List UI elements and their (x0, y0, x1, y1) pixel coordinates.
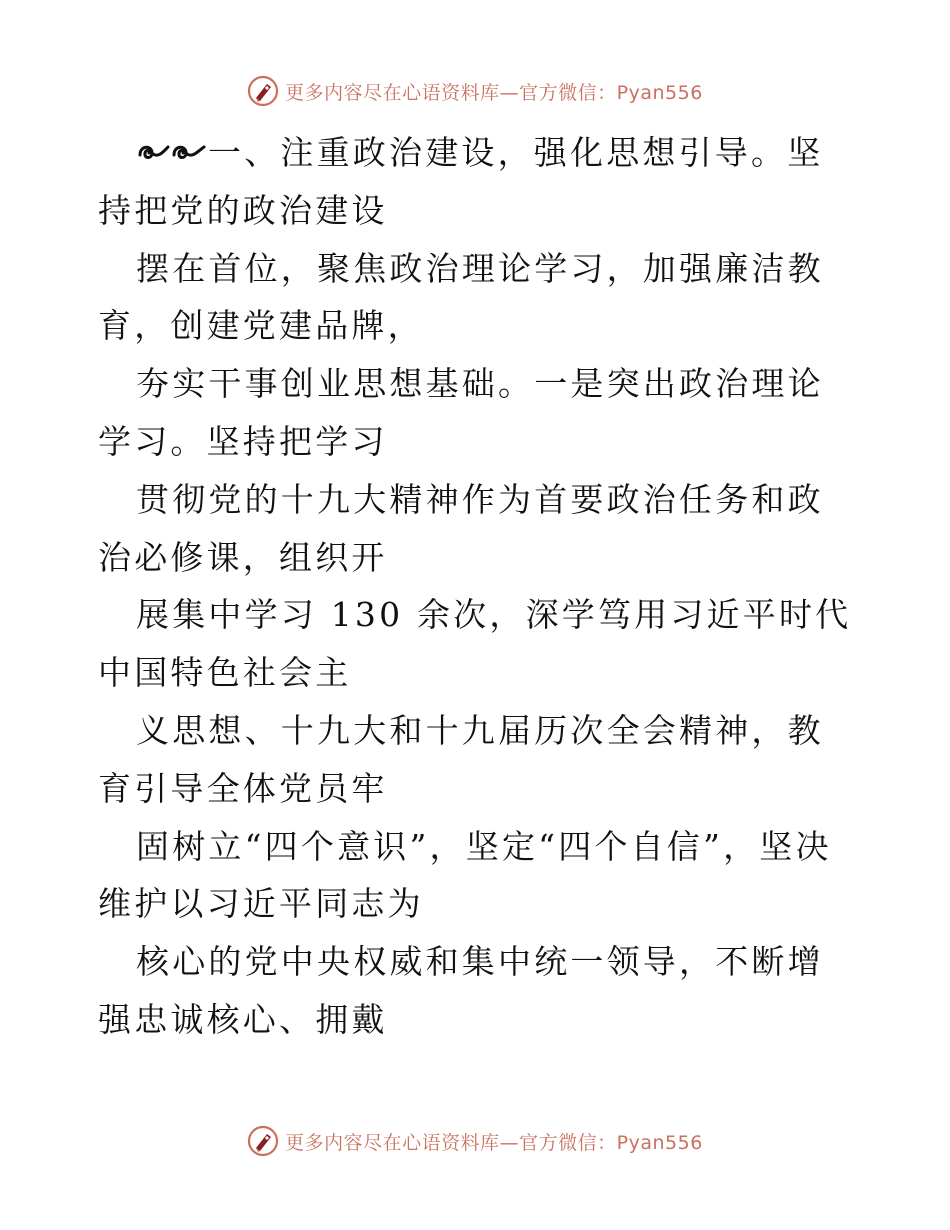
watermark-text: 更多内容尽在心语资料库—官方微信：Pyan556 (285, 1131, 703, 1154)
paragraph-line: 核心的党中央权威和集中统一领导，不断增强忠诚核心、拥戴 (98, 942, 824, 1039)
paragraph-line: 贯彻党的十九大精神作为首要政治任务和政治必修课，组织开 (98, 479, 824, 577)
ornament-swirl-icon (136, 137, 208, 167)
paragraph-line: 义思想、十九大和十九届历次全会精神，教育引导全体党员牢 (98, 710, 824, 808)
document-body (98, 124, 858, 1049)
paragraph-line: 固树立“四个意识”，坚定“四个自信”，坚决维护以习近平同志为 (98, 826, 832, 924)
paragraph-line: 摆在首位，聚焦政治理论学习，加强廉洁教育，创建党建品牌， (98, 248, 824, 346)
header-watermark (0, 74, 950, 108)
paragraph-line: 展集中学习 130 余次，深学笃用习近平时代中国特色社会主 (98, 595, 852, 693)
footer-watermark (0, 1124, 950, 1158)
paragraph-line (98, 124, 858, 240)
pen-nib-icon (247, 1125, 279, 1157)
pen-nib-icon (247, 75, 279, 107)
paragraph-line: 夯实干事创业思想基础。一是突出政治理论学习。坚持把学习 (98, 364, 824, 461)
paragraph-text: 一、注重政治建设，强化思想引导。坚持把党的政治建设 (98, 133, 824, 230)
watermark-text: 更多内容尽在心语资料库—官方微信：Pyan556 (285, 81, 703, 104)
